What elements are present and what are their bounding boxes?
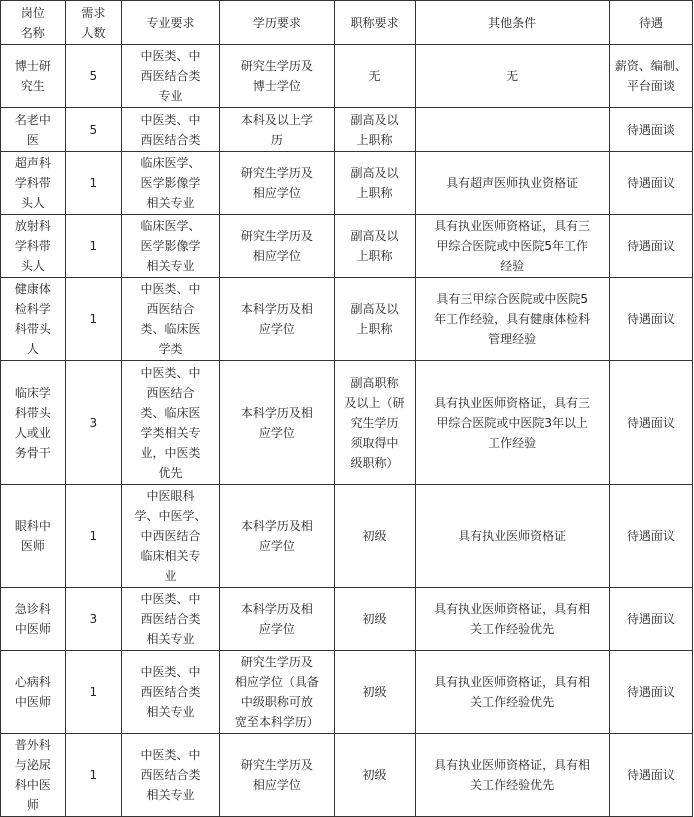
other-cell: 无: [415, 45, 609, 108]
other-cell: 具有执业医师资格证: [415, 485, 609, 588]
title-cell: 副高及以 上职称: [334, 215, 415, 278]
major-cell: 中医类、中 西医结合类 专业: [121, 45, 219, 108]
other-cell: 具有执业医师资格证，具有相 关工作经验优先: [415, 651, 609, 734]
position-cell: 普外科 与泌尿 科中医 师: [1, 734, 66, 817]
table-row: [1, 588, 693, 651]
position-cell: 眼科中 医师: [1, 485, 66, 588]
title-cell: 副高及以 上职称: [334, 152, 415, 215]
table-row: [1, 215, 693, 278]
other-cell: 具有执业医师资格证，具有三 甲综合医院或中医院5年工作 经验: [415, 215, 609, 278]
major-cell: 中医眼科 学、中医学、 中西医结合 临床相关专 业: [121, 485, 219, 588]
position-cell: 名老中 医: [1, 108, 66, 152]
count-cell: 1: [65, 152, 121, 215]
count-cell: 5: [65, 45, 121, 108]
title-cell: 初级: [334, 485, 415, 588]
count-cell: 3: [65, 361, 121, 485]
major-cell: 中医类、中 西医结合类 相关专业: [121, 588, 219, 651]
other-cell: [415, 108, 609, 152]
major-cell: 中医类、中 西医结合类: [121, 108, 219, 152]
position-cell: 放射科 学科带 头人: [1, 215, 66, 278]
treatment-cell: 待遇面议: [609, 651, 692, 734]
treatment-cell: 待遇面议: [609, 215, 692, 278]
other-cell: 具有执业医师资格证，具有相 关工作经验优先: [415, 588, 609, 651]
treatment-cell: 待遇面谈: [609, 108, 692, 152]
other-cell: 具有超声医师执业资格证: [415, 152, 609, 215]
education-cell: 研究生学历及 相应学位: [220, 152, 334, 215]
title-cell: 副高职称 及以上（研 究生学历 须取得中 级职称）: [334, 361, 415, 485]
count-cell: 1: [65, 215, 121, 278]
major-cell: 中医类、中 西医结合类 相关专业: [121, 734, 219, 817]
treatment-cell: 待遇面议: [609, 361, 692, 485]
header-education: 学历要求: [220, 1, 334, 45]
treatment-cell: 待遇面议: [609, 734, 692, 817]
education-cell: 本科及以上学 历: [220, 108, 334, 152]
title-cell: 无: [334, 45, 415, 108]
other-cell: 具有执业医师资格证，具有三 甲综合医院或中医院3年以上 工作经验: [415, 361, 609, 485]
major-cell: 临床医学、 医学影像学 相关专业: [121, 215, 219, 278]
count-cell: 3: [65, 588, 121, 651]
count-cell: 5: [65, 108, 121, 152]
education-cell: 本科学历及相 应学位: [220, 278, 334, 361]
header-treatment: 待遇: [609, 1, 692, 45]
table-row: [1, 278, 693, 361]
title-cell: 初级: [334, 588, 415, 651]
title-cell: 副高及以 上职称: [334, 278, 415, 361]
position-cell: 博士研 究生: [1, 45, 66, 108]
major-cell: 中医类、中 西医结合 类、临床医 学类: [121, 278, 219, 361]
education-cell: 研究生学历及 相应学位（具备 中级职称可放 宽至本科学历）: [220, 651, 334, 734]
header-other: 其他条件: [415, 1, 609, 45]
title-cell: 初级: [334, 734, 415, 817]
education-cell: 本科学历及相 应学位: [220, 361, 334, 485]
treatment-cell: 待遇面议: [609, 152, 692, 215]
treatment-cell: 待遇面议: [609, 278, 692, 361]
table-row: [1, 485, 693, 588]
major-cell: 中医类、中 西医结合 类、临床医 学类相关专 业，中医类 优先: [121, 361, 219, 485]
header-row: [1, 1, 693, 45]
education-cell: 本科学历及相 应学位: [220, 485, 334, 588]
position-cell: 健康体 检科学 科带头 人: [1, 278, 66, 361]
table-row: [1, 108, 693, 152]
table-row: [1, 651, 693, 734]
table-row: [1, 45, 693, 108]
education-cell: 研究生学历及 博士学位: [220, 45, 334, 108]
count-cell: 1: [65, 485, 121, 588]
position-cell: 超声科 学科带 头人: [1, 152, 66, 215]
other-cell: 具有执业医师资格证，具有相 关工作经验优先: [415, 734, 609, 817]
table-row: [1, 361, 693, 485]
count-cell: 1: [65, 651, 121, 734]
header-count: 需求 人数: [65, 1, 121, 45]
count-cell: 1: [65, 278, 121, 361]
treatment-cell: 薪资、编制、 平台面谈: [609, 45, 692, 108]
table-row: [1, 734, 693, 817]
position-cell: 急诊科 中医师: [1, 588, 66, 651]
major-cell: 临床医学、 医学影像学 相关专业: [121, 152, 219, 215]
treatment-cell: 待遇面议: [609, 588, 692, 651]
education-cell: 本科学历及相 应学位: [220, 588, 334, 651]
count-cell: 1: [65, 734, 121, 817]
education-cell: 研究生学历及 相应学位: [220, 215, 334, 278]
title-cell: 初级: [334, 651, 415, 734]
education-cell: 研究生学历及 相应学位: [220, 734, 334, 817]
major-cell: 中医类、中 西医结合类 相关专业: [121, 651, 219, 734]
header-major: 专业要求: [121, 1, 219, 45]
header-title: 职称要求: [334, 1, 415, 45]
table-row: [1, 152, 693, 215]
other-cell: 具有三甲综合医院或中医院5 年工作经验，具有健康体检科 管理经验: [415, 278, 609, 361]
header-position: 岗位 名称: [1, 1, 66, 45]
title-cell: 副高及以 上职称: [334, 108, 415, 152]
treatment-cell: 待遇面议: [609, 485, 692, 588]
position-cell: 心病科 中医师: [1, 651, 66, 734]
position-cell: 临床学 科带头 人或业 务骨干: [1, 361, 66, 485]
